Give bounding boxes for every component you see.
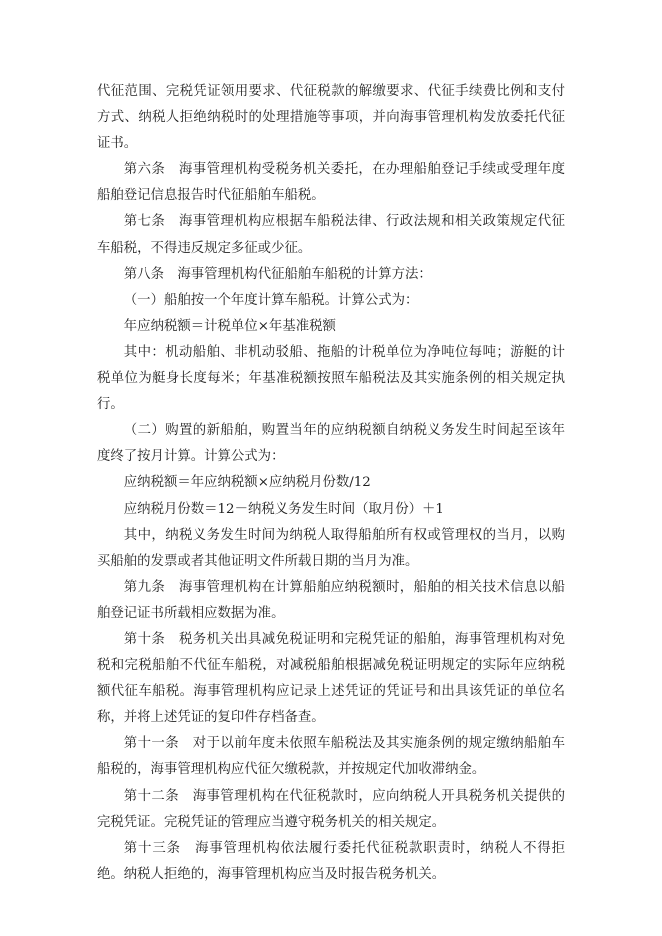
paragraph: 第六条 海事管理机构受税务机关委托，在办理船舶登记手续或受理年度船舶登记信息报告时代征船舶车船税。 <box>97 162 565 204</box>
paragraph: 其中，纳税义务发生时间为纳税人取得船舶所有权或管理权的当月，以购买船舶的发票或者其他证明文件所载日期的当月为准。 <box>97 527 565 569</box>
paragraph: 第十条 税务机关出具减免税证明和完税凭证的船舶，海事管理机构对免税和完税船舶不代征车船税，对减税船舶根据减免税证明规定的实际年应纳税额代征车船税。海事管理机构应记录上述凭证的凭证号和出具该凭证的单位名称，并将上述凭证的复印件存档备查。 <box>97 631 565 726</box>
paragraph: 应纳税额＝年应纳税额×应纳税月份数/12 <box>123 475 371 491</box>
paragraph: 应纳税月份数＝12－纳税义务发生时间（取月份）＋1 <box>123 501 444 517</box>
document-body <box>97 79 565 888</box>
paragraph: 第七条 海事管理机构应根据车船税法律、行政法规和相关政策规定代征车船税，不得违反规定多征或少征。 <box>97 214 565 256</box>
paragraph: （一）船舶按一个年度计算车船税。计算公式为： <box>123 292 419 308</box>
paragraph: 年应纳税额＝计税单位×年基准税额 <box>123 318 336 334</box>
paragraph: 第十三条 海事管理机构依法履行委托代征税款职责时，纳税人不得拒绝。纳税人拒绝的，海事管理机构应当及时报告税务机关。 <box>97 840 565 882</box>
paragraph: 第十二条 海事管理机构在代征税款时，应向纳税人开具税务机关提供的完税凭证。完税凭证的管理应当遵守税务机关的相关规定。 <box>97 788 565 830</box>
paragraph: 代征范围、完税凭证领用要求、代征税款的解缴要求、代征手续费比例和支付方式、纳税人拒绝纳税时的处理措施等事项，并向海事管理机构发放委托代征证书。 <box>97 84 565 152</box>
paragraph: 第八条 海事管理机构代征船舶车船税的计算方法： <box>123 266 432 282</box>
paragraph: 第十一条 对于以前年度未依照车船税法及其实施条例的规定缴纳船舶车船税的，海事管理机构应代征欠缴税款，并按规定代加收滞纳金。 <box>97 736 565 778</box>
paragraph: （二）购置的新船舶，购置当年的应纳税额自纳税义务发生时间起至该年度终了按月计算。计算公式为： <box>97 423 565 465</box>
paragraph: 第九条 海事管理机构在计算船舶应纳税额时，船舶的相关技术信息以船舶登记证书所载相应数据为准。 <box>97 579 565 621</box>
paragraph: 其中：机动船舶、非机动驳船、拖船的计税单位为净吨位每吨；游艇的计税单位为艇身长度每米；年基准税额按照车船税法及其实施条例的相关规定执行。 <box>97 344 565 413</box>
